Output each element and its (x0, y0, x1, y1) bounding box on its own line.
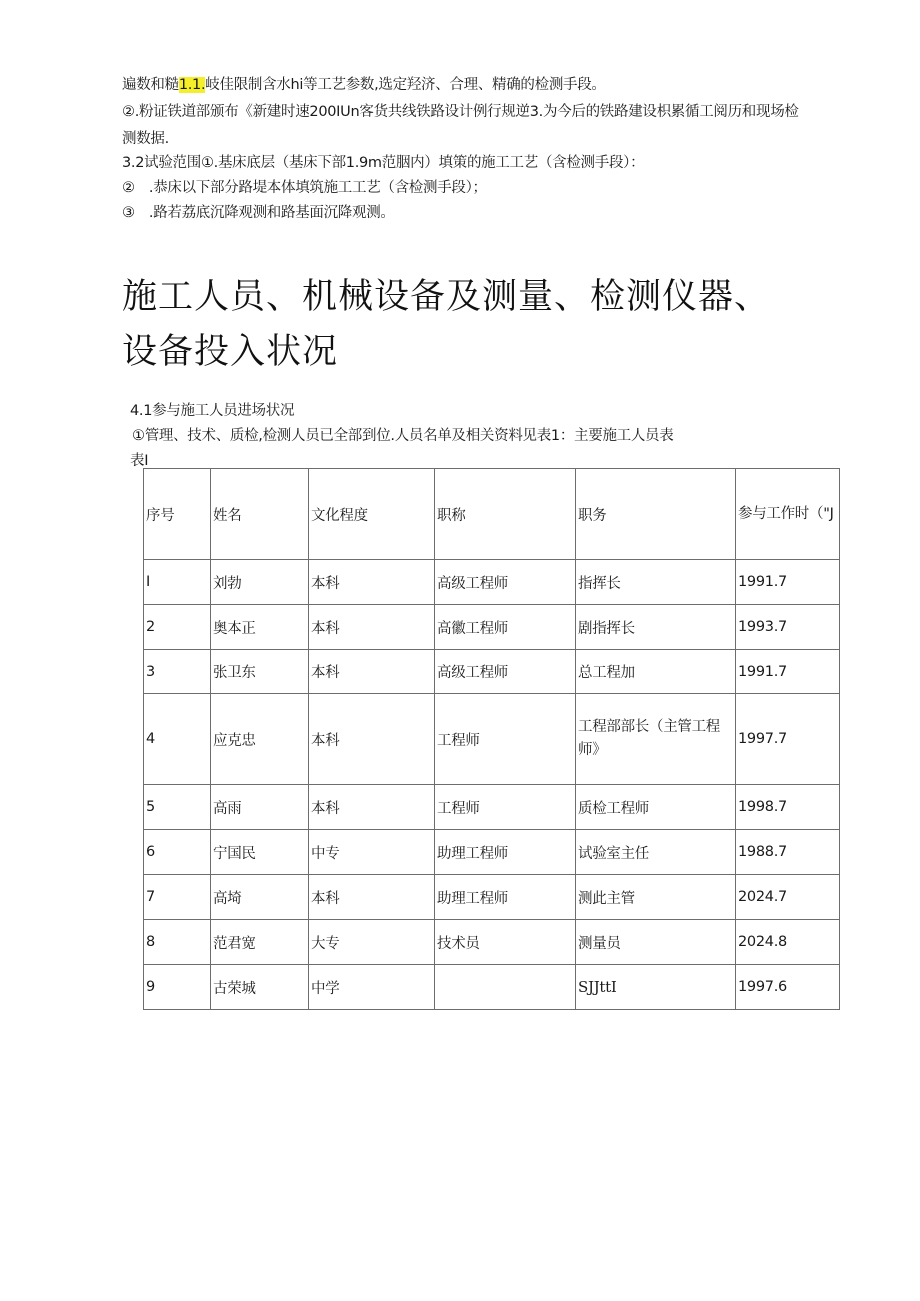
cell-start-date: 1988.7 (736, 830, 840, 875)
cell-title (435, 965, 576, 1010)
cell-education: 本科 (309, 650, 435, 694)
cell-position: 剧指挥长 (576, 605, 736, 650)
cell-title: 技术员 (435, 920, 576, 965)
cell-name: 古荣城 (211, 965, 309, 1010)
subsection-text: ①管理、技术、质检,检测人员已全部到位.人员名单及相关资料见表1：主要施工人员表 (132, 428, 674, 444)
header-cell-education: 文化程度 (309, 469, 435, 560)
cell-start-date: 1991.7 (736, 650, 840, 694)
cell-education: 大专 (309, 920, 435, 965)
header-cell-position: 职务 (576, 469, 736, 560)
cell-start-date: 1991.7 (736, 560, 840, 605)
intro-line-2: ②.粉证铁道部颁布《新建时速200IUn客货共线铁路设计例行规逆3.为今后的铁路建设枳累循工阅历和现场检 (122, 104, 799, 120)
cell-index: 9 (144, 965, 211, 1010)
cell-name: 刘勃 (211, 560, 309, 605)
cell-title: 工程师 (435, 785, 576, 830)
cell-name: 应克忠 (211, 694, 309, 785)
cell-index: 5 (144, 785, 211, 830)
cell-title: 工程师 (435, 694, 576, 785)
cell-index: 3 (144, 650, 211, 694)
table-row (144, 560, 840, 605)
cell-position: 测此主管 (576, 875, 736, 920)
cell-education: 中学 (309, 965, 435, 1010)
table-row (144, 875, 840, 920)
cell-position: 试验室主任 (576, 830, 736, 875)
cell-position: 测量员 (576, 920, 736, 965)
cell-start-date: 1993.7 (736, 605, 840, 650)
table-row (144, 694, 840, 785)
cell-title: 高级工程师 (435, 650, 576, 694)
intro-line-1 (122, 72, 857, 99)
cell-index: 4 (144, 694, 211, 785)
table-row (144, 965, 840, 1010)
cell-start-date: 1997.6 (736, 965, 840, 1010)
cell-name: 范君宽 (211, 920, 309, 965)
cell-index: I (144, 560, 211, 605)
intro-text: 岐佳限制含水hi等工艺参数,选定羟济、合理、精确的检测手段。 (205, 77, 606, 93)
intro-text: 遍数和糙 (122, 77, 179, 93)
cell-education: 本科 (309, 785, 435, 830)
intro-line-4: 3.2试验范围①.基床底层（基床下部1.9m范胭内）填策的施工工艺（含检测手段）： (122, 155, 645, 171)
table-row (144, 785, 840, 830)
header-cell-start-date: 参与工作时（"J (736, 469, 840, 560)
cell-title: 高级工程师 (435, 560, 576, 605)
cell-name: 高埼 (211, 875, 309, 920)
cell-position: 总工程加 (576, 650, 736, 694)
table-row (144, 605, 840, 650)
cell-name: 奥本正 (211, 605, 309, 650)
cell-index: 7 (144, 875, 211, 920)
header-cell-name: 姓名 (211, 469, 309, 560)
intro-line-3: 测数据. (122, 131, 169, 147)
table-label: 表I (130, 453, 149, 469)
subsection-title: 4.1参与施工人员进场状况 (130, 403, 295, 419)
cell-education: 本科 (309, 694, 435, 785)
header-cell-title: 职称 (435, 469, 576, 560)
cell-start-date: 1997.7 (736, 694, 840, 785)
highlighted-text: 1.1. (178, 77, 206, 93)
section-heading-line-2: 设备投入状况 (122, 332, 339, 372)
table-header-row (144, 469, 840, 560)
cell-index: 8 (144, 920, 211, 965)
cell-title: 助理工程师 (435, 875, 576, 920)
cell-education: 中专 (309, 830, 435, 875)
intro-line-6: ③ .路若荔底沉降观测和路基面沉降观测。 (122, 205, 395, 221)
cell-index: 6 (144, 830, 211, 875)
cell-start-date: 1998.7 (736, 785, 840, 830)
header-cell-index: 序号 (144, 469, 211, 560)
cell-education: 本科 (309, 605, 435, 650)
cell-title: 助理工程师 (435, 830, 576, 875)
cell-index: 2 (144, 605, 211, 650)
table-row (144, 920, 840, 965)
cell-education: 本科 (309, 875, 435, 920)
cell-name: 高雨 (211, 785, 309, 830)
cell-start-date: 2024.8 (736, 920, 840, 965)
cell-position: 指挥长 (576, 560, 736, 605)
staff-table (143, 468, 840, 1010)
cell-position: 工程部部长（主管工程师》 (576, 694, 736, 785)
cell-position: 质检工程师 (576, 785, 736, 830)
cell-name: 张卫东 (211, 650, 309, 694)
intro-line-5: ② .恭床以下部分路堤本体填筑施工工艺（含检测手段）； (122, 180, 487, 196)
cell-name: 宁国民 (211, 830, 309, 875)
cell-position: SJJttI (576, 965, 736, 1010)
cell-start-date: 2024.7 (736, 875, 840, 920)
cell-title: 高徽工程师 (435, 605, 576, 650)
table-row (144, 650, 840, 694)
table-row (144, 830, 840, 875)
section-heading-line-1: 施工人员、机械设备及测量、检测仪器、 (122, 277, 771, 317)
cell-education: 本科 (309, 560, 435, 605)
